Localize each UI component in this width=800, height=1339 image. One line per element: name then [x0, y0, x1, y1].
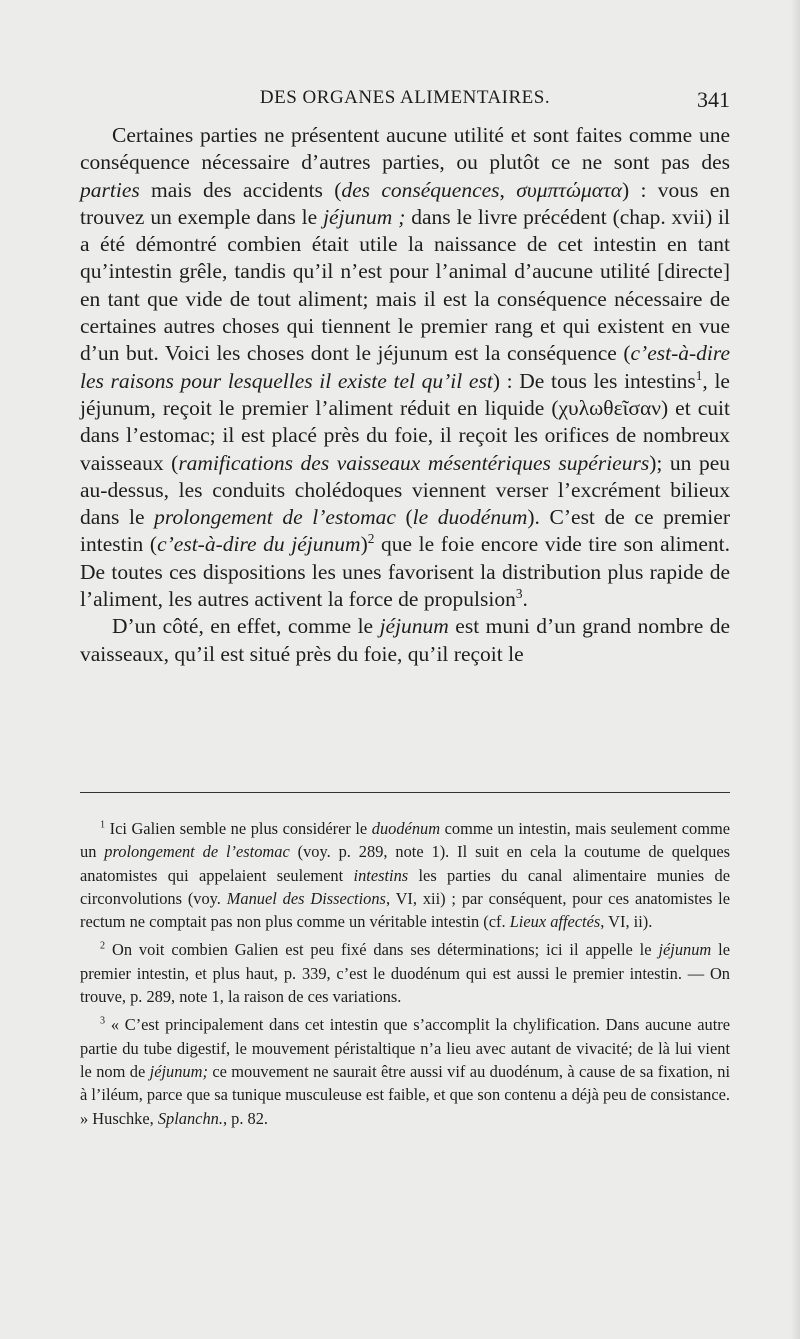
text-run: , VI, xii) ; par conséquent, pour ces anatomistes le rectum ne comptait pas non plus comme un véritable intestin (cf.: [80, 888, 730, 932]
italic-text: c’est-à-dire du jéjunum: [157, 532, 361, 557]
footnote-marker: 3: [515, 585, 523, 601]
text-run: comme un intestin, mais seulement comme un: [80, 819, 730, 862]
text-run: .: [522, 587, 528, 612]
italic-text: jéjunum: [379, 614, 449, 639]
italic-text: intestins: [353, 865, 409, 885]
footnote-marker: 2: [367, 531, 375, 547]
text-run: que le foie encore vide tire son aliment. De toutes ces dispositions les unes favorisent la distribution plus rapide de l’aliment, les autres activent la force de propulsion: [80, 532, 730, 612]
text-run: ce mouvement ne saurait être aussi vif au duodénum, à cause de sa fixation, ni à l’iléum, parce que sa tunique musculeuse est faible, et que son contenu a déjà peu de consistance. » Huschke,: [80, 1061, 731, 1128]
footnote-marker: 3: [100, 1015, 106, 1027]
text-run: On voit combien Galien est peu fixé dans ses déterminations; ici il appelle le: [105, 940, 659, 960]
footnote-marker: 2: [100, 941, 106, 953]
text-run: est muni d’un grand nombre de vaisseaux, qu’il est situé près du foie, qu’il reçoit le: [80, 614, 730, 666]
page-header: [80, 87, 730, 115]
text-run: le premier intestin, et plus haut, p. 339, c’est le duodénum qui est aussi le premier intestin. — On trouve, p. 289, note 1, la raison de ces variations.: [80, 940, 730, 1007]
text-run: Ici Galien semble ne plus considérer le: [105, 819, 372, 838]
text-run: D’un côté, en effet, comme le: [112, 614, 380, 639]
italic-text: jéjunum;: [149, 1061, 208, 1081]
footnote-marker: 1: [100, 819, 106, 831]
footnote-3: [80, 1013, 730, 1129]
text-run: mais des accidents (: [139, 177, 342, 202]
text-run: ); un peu au-dessus, les conduits cholédoques viennent verser l’excrément bilieux dans le: [80, 450, 731, 530]
text-run: (: [395, 505, 413, 530]
italic-text: des conséquences: [341, 177, 500, 202]
text-run: ): [360, 532, 368, 557]
running-title: DES ORGANES ALIMENTAIRES.: [259, 87, 551, 108]
footnote-separator: [80, 792, 730, 793]
footnotes: [80, 817, 730, 1135]
italic-text: duodénum: [371, 819, 441, 838]
italic-text: jéjunum: [658, 940, 712, 960]
italic-text: Splanchn.: [157, 1108, 223, 1128]
text-run: (voy. p. 289, note 1). Il suit en cela la coutume de quelques anatomistes qui appelaient seulement: [80, 842, 730, 885]
paragraph-2: [80, 613, 730, 668]
text-run: ,: [499, 177, 517, 202]
italic-text: Lieux affectés: [509, 912, 601, 932]
text-run: , VI, ii).: [600, 912, 653, 932]
text-run: , p. 82.: [222, 1108, 269, 1128]
italic-text: συμπτώματα: [516, 177, 623, 202]
text-run: les parties du canal alimentaire munies de circonvolutions (voy.: [80, 865, 730, 908]
footnote-2: [80, 938, 730, 1008]
text-run: dans le livre précédent (chap. xvii) il a été démontré combien était utile la naissance de cet intestin en tant qu’intestin grêle, tandis qu’il n’est pour l’animal d’aucune utilité [directe] en tant que vide de tout aliment; mais il est la conséquence nécessaire de certaines autres choses qui tiennent le premier rang et qui existent en vue d’un but. Voici les choses dont le jéjunum est la conséquence (: [80, 204, 730, 366]
italic-text: ramifications des vaisseaux mésentériques supérieurs: [178, 450, 650, 475]
italic-text: prolongement de l’estomac: [154, 505, 396, 530]
text-run: , le jéjunum, reçoit le premier l’aliment réduit en liquide (χυλωθεῖσαν) et cuit dans l’estomac; il est placé près du foie, il reçoit les orifices de nombreux vaisseaux (: [80, 368, 730, 475]
italic-text: c’est-à-dire les raisons pour lesquelles il existe tel qu’il est: [80, 341, 730, 393]
footnote-1: [80, 817, 730, 933]
main-text: [80, 122, 730, 668]
text-run: « C’est principalement dans cet intestin que s’accomplit la chylification. Dans aucune autre partie du tube digestif, le mouvement péristaltique n’a lieu avec autant de vivacité; de là lui vient le nom de: [80, 1015, 730, 1081]
footnote-marker: 1: [695, 367, 703, 383]
text-run: ). C’est de ce premier intestin (: [80, 505, 730, 557]
italic-text: parties: [80, 177, 140, 202]
italic-text: le duodénum: [412, 505, 528, 530]
page-number: 341: [697, 87, 730, 112]
italic-text: jéjunum ;: [323, 204, 406, 229]
text-run: Certaines parties ne présentent aucune utilité et sont faites comme une conséquence nécessaire d’autres parties, ou plutôt ce ne sont pas des: [80, 123, 730, 175]
paragraph-1: [80, 122, 730, 613]
text-run: ) : vous en trouvez un exemple dans le: [80, 177, 730, 229]
italic-text: prolongement de l’estomac: [104, 842, 290, 862]
italic-text: Manuel des Dissections: [226, 888, 386, 908]
text-run: ) : De tous les intestins: [492, 368, 696, 393]
